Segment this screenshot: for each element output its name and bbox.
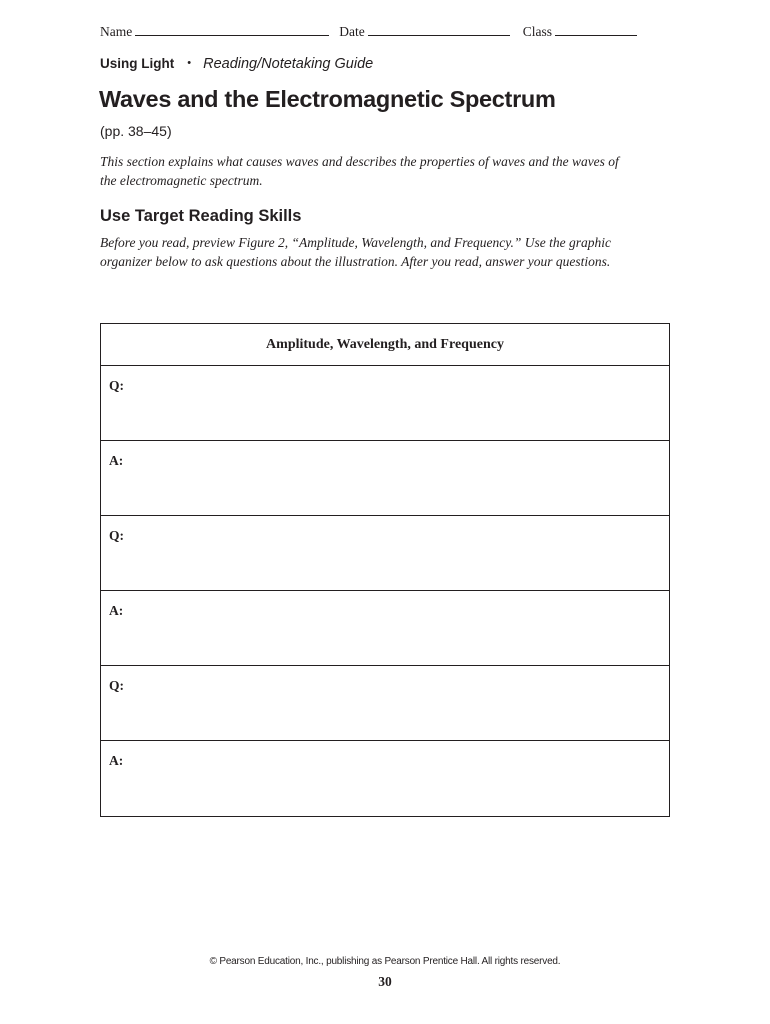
- skills-instructions: Before you read, preview Figure 2, “Amplitude, Wavelength, and Frequency.” Use the graphic organizer below to ask questions about the illustration. After you read, answer your questions.: [100, 235, 612, 269]
- row-label: Q:: [109, 528, 124, 543]
- organizer-title: Amplitude, Wavelength, and Frequency: [101, 324, 669, 366]
- class-field[interactable]: [523, 24, 637, 40]
- question-box-1[interactable]: [101, 366, 669, 441]
- date-field[interactable]: [339, 24, 509, 40]
- copyright-notice: © Pearson Education, Inc., publishing as Pearson Prentice Hall. All rights reserved.: [209, 956, 561, 967]
- section-intro: This section explains what causes waves and describes the properties of waves and the waves of the electromagnetic spectrum.: [100, 154, 619, 188]
- name-field[interactable]: [100, 24, 329, 40]
- skills-heading: Use Target Reading Skills: [100, 207, 302, 225]
- graphic-organizer: [100, 323, 670, 817]
- row-label: A:: [109, 453, 124, 468]
- section-title: Waves and the Electromagnetic Spectrum: [99, 86, 556, 112]
- page-number: 30: [378, 974, 392, 989]
- date-label: Date: [339, 24, 365, 39]
- date-blank[interactable]: [368, 35, 510, 36]
- row-label: Q:: [109, 678, 124, 693]
- chapter-line: [100, 56, 373, 72]
- row-label: A:: [109, 753, 124, 768]
- name-blank[interactable]: [135, 35, 329, 36]
- answer-box-3[interactable]: [101, 741, 669, 816]
- chapter-title: Using Light: [100, 56, 175, 71]
- row-label: Q:: [109, 378, 124, 393]
- guide-label: Reading/Notetaking Guide: [203, 56, 374, 72]
- question-box-3[interactable]: [101, 666, 669, 741]
- page-range: (pp. 38–45): [100, 123, 172, 139]
- row-label: A:: [109, 603, 124, 618]
- answer-box-1[interactable]: [101, 441, 669, 516]
- class-label: Class: [522, 24, 552, 39]
- answer-box-2[interactable]: [101, 591, 669, 666]
- separator-bullet: •: [187, 57, 192, 69]
- question-box-2[interactable]: [101, 516, 669, 591]
- class-blank[interactable]: [555, 35, 637, 36]
- name-label: Name: [100, 24, 133, 39]
- student-info-line: [100, 24, 670, 40]
